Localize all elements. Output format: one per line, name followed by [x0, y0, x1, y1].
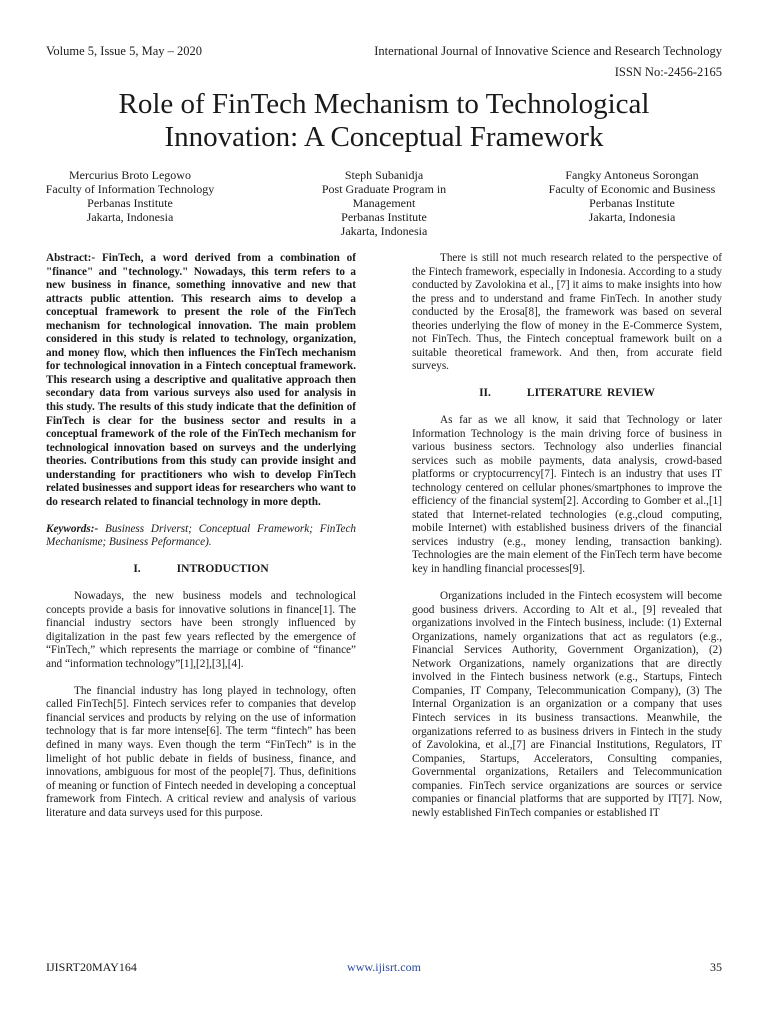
- left-column: [46, 252, 356, 834]
- paper-title: [40, 88, 728, 154]
- title-line-2: Innovation: A Conceptual Framework: [164, 121, 604, 153]
- author-name: Steph Subanidja: [344, 168, 424, 182]
- keywords-text: Business Driverst; Conceptual Framework; FinTech Mechanisme; Business Peformance).: [46, 522, 357, 549]
- author-name: Fangky Antoneus Sorongan: [565, 168, 699, 182]
- author-name: Mercurius Broto Legowo: [69, 168, 191, 182]
- journal-name: International Journal of Innovative Science and Research Technology: [374, 44, 722, 58]
- author-location: Jakarta, Indonesia: [588, 210, 676, 224]
- author-1: [25, 168, 235, 224]
- author-affiliation: Post Graduate Program in: [321, 182, 447, 196]
- author-location: Jakarta, Indonesia: [340, 224, 428, 238]
- author-affiliation: Faculty of Economic and Business: [548, 182, 716, 196]
- section-number: II.: [479, 387, 491, 400]
- author-affiliation: Faculty of Information Technology: [45, 182, 215, 196]
- author-3: [522, 168, 742, 224]
- section-title: LITERATURE REVIEW: [526, 387, 655, 400]
- author-institute: Perbanas Institute: [589, 196, 675, 210]
- intro-paragraph-2: The financial industry has long played in technology, often called FinTech[5]. Fintech services refer to companies that develop financial services and products by relying on the use of information technology that is far more intense[6]. The term “fintech” has been defined in many ways. Even though the term “FinTech” is in the limelight of hot public debate in fields of business, finance, and innovations, ambiguous for most of the people[7]. Thus, definitions of meaning or function of Fintech needed in developing a conceptual framework from Fintech. A critical review and analysis of various literature and data surveys used for this purpose.: [46, 684, 356, 819]
- volume-issue: Volume 5, Issue 5, May – 2020: [46, 44, 203, 58]
- right-column: [412, 252, 722, 834]
- section-heading-introduction: [46, 563, 356, 577]
- journal-url-link[interactable]: www.ijisrt.com: [347, 960, 421, 974]
- literature-paragraph-2: Organizations included in the Fintech ecosystem will become good business drivers. According to Alt et al., [9] revealed that organizations involved in the Fintech business, include: (1) External Organizations, namely organizations that act as regulators (e.g., Financial Services Authority, Government Organization), (2) Network Organizations, namely organizations that are directly involved in the Fintech business network (e.g., Startups, Fintech Companies, IT Company, Telecommunication Company), (3) The Internal Organization is an organization or a company that uses Fintech services in its business transactions. Meanwhile, the organizations referred to as business drivers in Fintech in the study of Zavolokina, et al.,[7] are Financial Institutions, Regulators, IT Companies, Startups, Accelerators, Consulting companies, Governmental organizations, Retailers and Telecommunication companies. FinTech service organizations are sources or service companies or financial platforms that are supported by IT[7]. Now, newly established FinTech companies or established IT: [412, 590, 722, 819]
- title-line-1: Role of FinTech Mechanism to Technological: [118, 88, 650, 120]
- issn: ISSN No:-2456-2165: [614, 65, 722, 79]
- author-institute: Perbanas Institute: [341, 210, 427, 224]
- page-number: 35: [710, 960, 722, 974]
- keywords-label: Keywords:-: [46, 522, 99, 535]
- intro-paragraph-1: Nowadays, the new business models and technological concepts provide a basis for innovative solutions in finance[1]. The financial industry sectors have been strongly influenced by digitalization in the past few years reflected by the emergence of “FinTech,” which represents the marriage or combine of “finance” and “information technology”[1],[2],[3],[4].: [46, 590, 356, 670]
- intro-paragraph-3: There is still not much research related to the perspective of the Fintech framework, especially in Indonesia. According to a study conducted by Zavolokina et al., [7] it aims to make insights into how the press and to understand and frame FinTech. In another study conducted by the Erosa[8], the framework was based on several theories underlying the flow of money in the E-Commerce System, not FinTech. Thus, the Fintech conceptual framework built on a suitable theoretical framework. And then, from accurate field surveys.: [412, 252, 722, 373]
- keywords: [46, 523, 356, 550]
- author-2: [294, 168, 474, 238]
- author-affiliation-cont: Management: [352, 196, 416, 210]
- author-location: Jakarta, Indonesia: [86, 210, 174, 224]
- literature-paragraph-1: As far as we all know, it said that Technology or later Information Technology is the main driving force of business in various business sectors. Technology also underlies financial services such as mobile payments, data analysis, crowd-based platforms or cryptocurrency[7]. Fintech is an industry that uses IT technology centered on cellular phones/smartphones to improve the efficiency of the financial system[2]. According to Gomber et al.,[1] stated that Internet-related technologies (e.g.,cloud computing, mobile Internet) with established business drivers of the financial services industry (e.g., money lending, transaction banking). Technologies are the main element of the FinTech term have become key in handling financial processes[9].: [412, 413, 722, 575]
- section-title: INTRODUCTION: [176, 563, 269, 576]
- abstract: Abstract:- FinTech, a word derived from a combination of "finance" and "technology." Nowadays, this term refers to a new business in finance, something innovative and new that attracts public attention. This research aims to develop a conceptual framework to present the role of the FinTech mechanism for technological innovation. The main problem considered in this study is related to technology, organization, and money flow, which then influences the FinTech mechanism for technological innovation in a Fintech conceptual framework. This research using a descriptive and qualitative approach then secondary data from various surveys also used for analysis in this study. The results of this study indicate that the definition of FinTech is clear for the business sector and results in a conceptual framework of the role of the FinTech mechanism for technological innovation based on surveys and the underlying theories. Contributions from this study can provide insight and understanding for practitioners who wish to develop FinTech related businesses and support ideas for researchers who want to do research related to financial technology in more depth.: [46, 252, 356, 508]
- author-institute: Perbanas Institute: [87, 196, 173, 210]
- section-number: I.: [133, 563, 141, 576]
- section-heading-literature-review: [412, 387, 722, 401]
- paper-code: IJISRT20MAY164: [46, 960, 137, 974]
